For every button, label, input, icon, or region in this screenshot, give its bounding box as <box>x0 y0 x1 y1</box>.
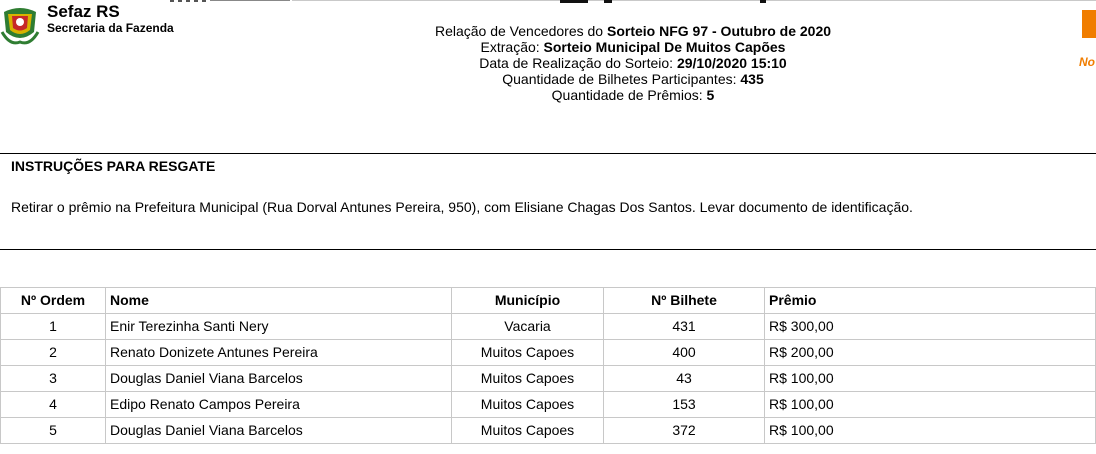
column-header-nome: Nome <box>106 288 452 314</box>
cell-municipio: Muitos Capoes <box>452 418 604 444</box>
cell-municipio: Muitos Capoes <box>452 392 604 418</box>
table-row <box>1 340 1096 366</box>
header-line-2: Extração: Sorteio Municipal De Muitos Capões <box>480 39 786 55</box>
cell-premio: R$ 100,00 <box>765 392 1096 418</box>
top-dashed-line <box>170 0 210 2</box>
brand-block <box>47 3 174 35</box>
cell-ordem: 5 <box>1 418 106 444</box>
column-header-bilhete: Nº Bilhete <box>604 288 765 314</box>
table-header-row <box>1 288 1096 314</box>
cell-nome: Douglas Daniel Viana Barcelos <box>106 366 452 392</box>
cell-ordem: 3 <box>1 366 106 392</box>
winners-table <box>0 287 1096 444</box>
instructions-title: INSTRUÇÕES PARA RESGATE <box>11 158 216 174</box>
cell-bilhete: 153 <box>604 392 765 418</box>
cell-ordem: 1 <box>1 314 106 340</box>
cell-bilhete: 372 <box>604 418 765 444</box>
rs-coat-of-arms-icon <box>0 2 40 46</box>
cell-ordem: 2 <box>1 340 106 366</box>
cell-nome: Edipo Renato Campos Pereira <box>106 392 452 418</box>
brand-subtitle: Secretaria da Fazenda <box>47 21 174 35</box>
cell-ordem: 4 <box>1 392 106 418</box>
table-row <box>1 314 1096 340</box>
cell-nome: Douglas Daniel Viana Barcelos <box>106 418 452 444</box>
top-page-edge <box>0 0 1096 1</box>
cut-off-text-fragment <box>760 0 766 3</box>
cell-bilhete: 43 <box>604 366 765 392</box>
header-line-4: Quantidade de Bilhetes Participantes: 435 <box>502 71 764 87</box>
table-row <box>1 366 1096 392</box>
header-line-5: Quantidade de Prêmios: 5 <box>551 87 715 103</box>
cut-off-text-fragment <box>604 0 612 3</box>
column-header-ordem: Nº Ordem <box>1 288 106 314</box>
cell-premio: R$ 100,00 <box>765 418 1096 444</box>
cut-off-text-fragment <box>560 0 588 3</box>
brand-name: Sefaz RS <box>47 2 120 21</box>
cell-bilhete: 431 <box>604 314 765 340</box>
cell-nome: Enir Terezinha Santi Nery <box>106 314 452 340</box>
table-row <box>1 418 1096 444</box>
cell-municipio: Muitos Capoes <box>452 366 604 392</box>
instructions-text: Retirar o prêmio na Prefeitura Municipal (Rua Dorval Antunes Pereira, 950), com Elisiane Chagas Dos Santos. Levar documento de identificação. <box>11 199 913 215</box>
divider <box>0 153 1096 154</box>
header-line-1: Relação de Vencedores do Sorteio NFG 97 - Outubro de 2020 <box>434 23 832 39</box>
corner-text: No <box>1079 55 1095 69</box>
cell-premio: R$ 200,00 <box>765 340 1096 366</box>
table-row <box>1 392 1096 418</box>
cell-premio: R$ 300,00 <box>765 314 1096 340</box>
cell-premio: R$ 100,00 <box>765 366 1096 392</box>
cell-bilhete: 400 <box>604 340 765 366</box>
corner-orange-bar <box>1082 10 1096 38</box>
divider <box>0 249 1096 250</box>
column-header-municipio: Município <box>452 288 604 314</box>
cell-municipio: Vacaria <box>452 314 604 340</box>
header-line-3: Data de Realização do Sorteio: 29/10/2020 15:10 <box>479 55 787 71</box>
cell-nome: Renato Donizete Antunes Pereira <box>106 340 452 366</box>
cell-municipio: Muitos Capoes <box>452 340 604 366</box>
report-header <box>360 23 906 103</box>
column-header-premio: Prêmio <box>765 288 1096 314</box>
